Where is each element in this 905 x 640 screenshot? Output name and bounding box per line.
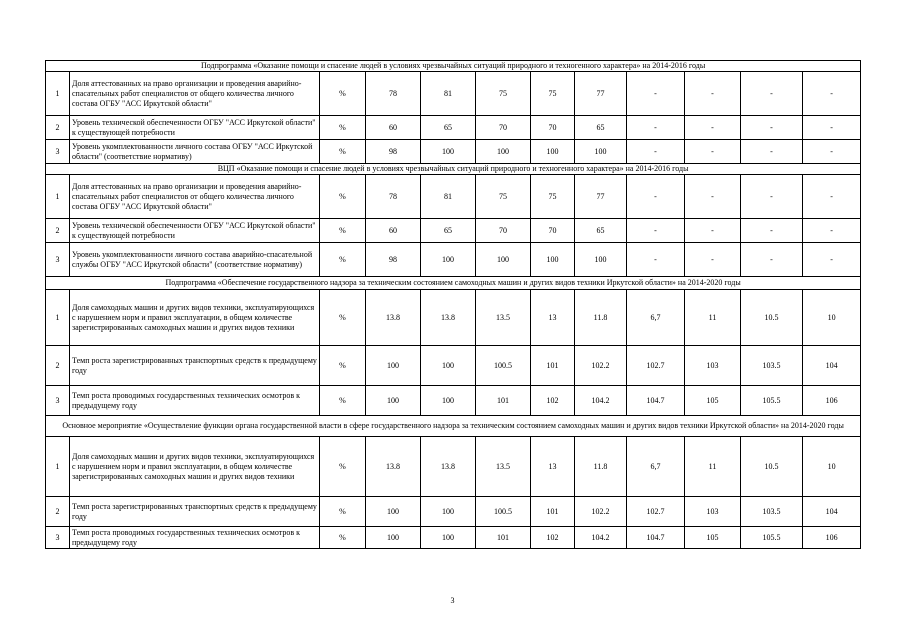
value-cell: 104.2 [575,386,627,416]
value-cell: 11 [685,437,741,497]
table-row [46,527,861,549]
value-cell: 104.7 [627,527,685,549]
value-cell: 77 [575,72,627,116]
value-cell: - [741,72,803,116]
value-cell: 106 [803,386,861,416]
value-cell: - [627,219,685,243]
value-cell: - [741,219,803,243]
value-cell: 100 [366,346,421,386]
value-cell: 11.8 [575,290,627,346]
value-cell: - [627,72,685,116]
table-row [46,386,861,416]
section-header-row [46,61,861,72]
value-cell: 101 [476,527,531,549]
section-header-row [46,164,861,175]
value-cell: 10 [803,290,861,346]
value-cell: 100 [476,243,531,277]
table-body [46,61,861,549]
value-cell: 70 [531,116,575,140]
row-number: 3 [46,386,70,416]
value-cell: 65 [421,116,476,140]
value-cell: 101 [531,497,575,527]
value-cell: - [803,116,861,140]
value-cell: 105.5 [741,527,803,549]
indicator-name: Темп роста зарегистрированных транспортных средств к предыдущему году [70,497,320,527]
value-cell: 100 [421,386,476,416]
value-cell: 98 [366,140,421,164]
table-row [46,346,861,386]
value-cell: 10.5 [741,437,803,497]
value-cell: 103.5 [741,346,803,386]
value-cell: 65 [421,219,476,243]
value-cell: 100 [366,527,421,549]
value-cell: 100.5 [476,497,531,527]
value-cell: 100 [421,140,476,164]
value-cell: 70 [476,116,531,140]
value-cell: 6,7 [627,437,685,497]
value-cell: 13 [531,437,575,497]
row-number: 2 [46,346,70,386]
value-cell: 77 [575,175,627,219]
value-cell: - [803,175,861,219]
value-cell: 104.7 [627,386,685,416]
row-number: 1 [46,72,70,116]
unit-cell: % [320,290,366,346]
value-cell: 100 [421,243,476,277]
unit-cell: % [320,527,366,549]
value-cell: 78 [366,72,421,116]
section-title: Подпрограмма «Оказание помощи и спасение людей в условиях чрезвычайных ситуаций природного и техногенного характера» на 2014-2016 годы [46,61,861,72]
section-header-row [46,277,861,290]
value-cell: - [685,116,741,140]
value-cell: - [685,140,741,164]
value-cell: 100 [421,497,476,527]
value-cell: 60 [366,116,421,140]
indicator-name: Доля аттестованных на право организации и проведения аварийно-спасательных работ специалистов от общего количества личного состава ОГБУ "АСС Иркутской области" [70,175,320,219]
value-cell: 13.8 [421,290,476,346]
indicator-name: Уровень технической обеспеченности ОГБУ "АСС Иркутской области" к существующей потребности [70,116,320,140]
indicator-name: Темп роста зарегистрированных транспортных средств к предыдущему году [70,346,320,386]
unit-cell: % [320,243,366,277]
value-cell: 13.8 [366,437,421,497]
value-cell: - [803,72,861,116]
page-number: 3 [450,596,455,605]
value-cell: 103 [685,497,741,527]
table-row [46,140,861,164]
value-cell: 106 [803,527,861,549]
value-cell: - [741,175,803,219]
unit-cell: % [320,175,366,219]
value-cell: - [803,219,861,243]
value-cell: 81 [421,175,476,219]
row-number: 2 [46,116,70,140]
value-cell: 101 [476,386,531,416]
table-row [46,175,861,219]
value-cell: 104.2 [575,527,627,549]
indicator-name: Уровень технической обеспеченности ОГБУ "АСС Иркутской области" к существующей потребности [70,219,320,243]
value-cell: 13.8 [366,290,421,346]
value-cell: - [803,140,861,164]
row-number: 2 [46,219,70,243]
value-cell: 10 [803,437,861,497]
indicator-name: Темп роста проводимых государственных технических осмотров к предыдущему году [70,527,320,549]
unit-cell: % [320,437,366,497]
value-cell: - [685,175,741,219]
value-cell: 65 [575,116,627,140]
table-row [46,243,861,277]
value-cell: - [627,116,685,140]
table-row [46,72,861,116]
value-cell: 100 [366,497,421,527]
value-cell: 78 [366,175,421,219]
value-cell: 105.5 [741,386,803,416]
value-cell: 103.5 [741,497,803,527]
unit-cell: % [320,346,366,386]
value-cell: 100 [366,386,421,416]
value-cell: 6,7 [627,290,685,346]
value-cell: 100 [531,243,575,277]
value-cell: 60 [366,219,421,243]
section-header-row [46,416,861,437]
value-cell: 100 [421,346,476,386]
table-row [46,219,861,243]
value-cell: 70 [476,219,531,243]
value-cell: 100 [476,140,531,164]
value-cell: 100 [575,140,627,164]
table-row [46,116,861,140]
section-title: Подпрограмма «Обеспечение государственного надзора за техническим состоянием самоходных машин и других видов техники Иркутской области» на 2014-2020 годы [46,277,861,290]
row-number: 3 [46,527,70,549]
value-cell: - [627,175,685,219]
value-cell: 105 [685,386,741,416]
row-number: 1 [46,290,70,346]
indicator-name: Темп роста проводимых государственных технических осмотров к предыдущему году [70,386,320,416]
value-cell: - [627,140,685,164]
value-cell: 11.8 [575,437,627,497]
value-cell: 103 [685,346,741,386]
value-cell: 100 [531,140,575,164]
indicator-name: Уровень укомплектованности личного состава аварийно-спасательной службы ОГБУ "АСС Иркутской области" (соответствие нормативу) [70,243,320,277]
value-cell: 75 [531,72,575,116]
value-cell: 100 [575,243,627,277]
row-number: 1 [46,437,70,497]
value-cell: 104 [803,497,861,527]
value-cell: - [741,116,803,140]
value-cell: 100 [421,527,476,549]
value-cell: 102.7 [627,497,685,527]
table-row [46,437,861,497]
value-cell: - [685,219,741,243]
value-cell: 75 [476,175,531,219]
value-cell: - [803,243,861,277]
indicator-name: Доля аттестованных на право организации и проведения аварийно-спасательных работ специалистов от общего количества личного состава ОГБУ "АСС Иркутской области" [70,72,320,116]
value-cell: 10.5 [741,290,803,346]
value-cell: - [685,72,741,116]
value-cell: 75 [476,72,531,116]
value-cell: 98 [366,243,421,277]
value-cell: 65 [575,219,627,243]
value-cell: - [741,140,803,164]
value-cell: 13 [531,290,575,346]
unit-cell: % [320,497,366,527]
value-cell: - [627,243,685,277]
value-cell: 102 [531,386,575,416]
indicator-name: Доля самоходных машин и других видов техники, эксплуатирующихся с нарушением норм и правил эксплуатации, в общем количестве зарегистрированных самоходных машин и других видов техники [70,290,320,346]
value-cell: - [741,243,803,277]
row-number: 3 [46,140,70,164]
table-row [46,290,861,346]
value-cell: 101 [531,346,575,386]
value-cell: 13.5 [476,290,531,346]
value-cell: 75 [531,175,575,219]
value-cell: 70 [531,219,575,243]
value-cell: 102.2 [575,497,627,527]
value-cell: 81 [421,72,476,116]
value-cell: 102 [531,527,575,549]
row-number: 1 [46,175,70,219]
value-cell: 105 [685,527,741,549]
row-number: 3 [46,243,70,277]
value-cell: 104 [803,346,861,386]
value-cell: 13.5 [476,437,531,497]
value-cell: 100.5 [476,346,531,386]
indicator-name: Уровень укомплектованности личного состава ОГБУ "АСС Иркутской области" (соответствие нормативу) [70,140,320,164]
value-cell: 102.2 [575,346,627,386]
unit-cell: % [320,386,366,416]
unit-cell: % [320,116,366,140]
value-cell: 11 [685,290,741,346]
unit-cell: % [320,219,366,243]
unit-cell: % [320,140,366,164]
unit-cell: % [320,72,366,116]
table-row [46,497,861,527]
value-cell: 13.8 [421,437,476,497]
value-cell: 102.7 [627,346,685,386]
section-title: Основное мероприятие «Осуществление функции органа государственной власти в сфере государственного надзора за техническим состоянием самоходных машин и других видов техники Иркутской области» на 2014-2020 годы [46,416,861,437]
value-cell: - [685,243,741,277]
section-title: ВЦП «Оказание помощи и спасение людей в условиях чрезвычайных ситуаций природного и техногенного характера» на 2014-2016 годы [46,164,861,175]
row-number: 2 [46,497,70,527]
indicators-table [45,60,861,549]
indicator-name: Доля самоходных машин и других видов техники, эксплуатирующихся с нарушением норм и правил эксплуатации, в общем количестве зарегистрированных самоходных машин и других видов техники [70,437,320,497]
